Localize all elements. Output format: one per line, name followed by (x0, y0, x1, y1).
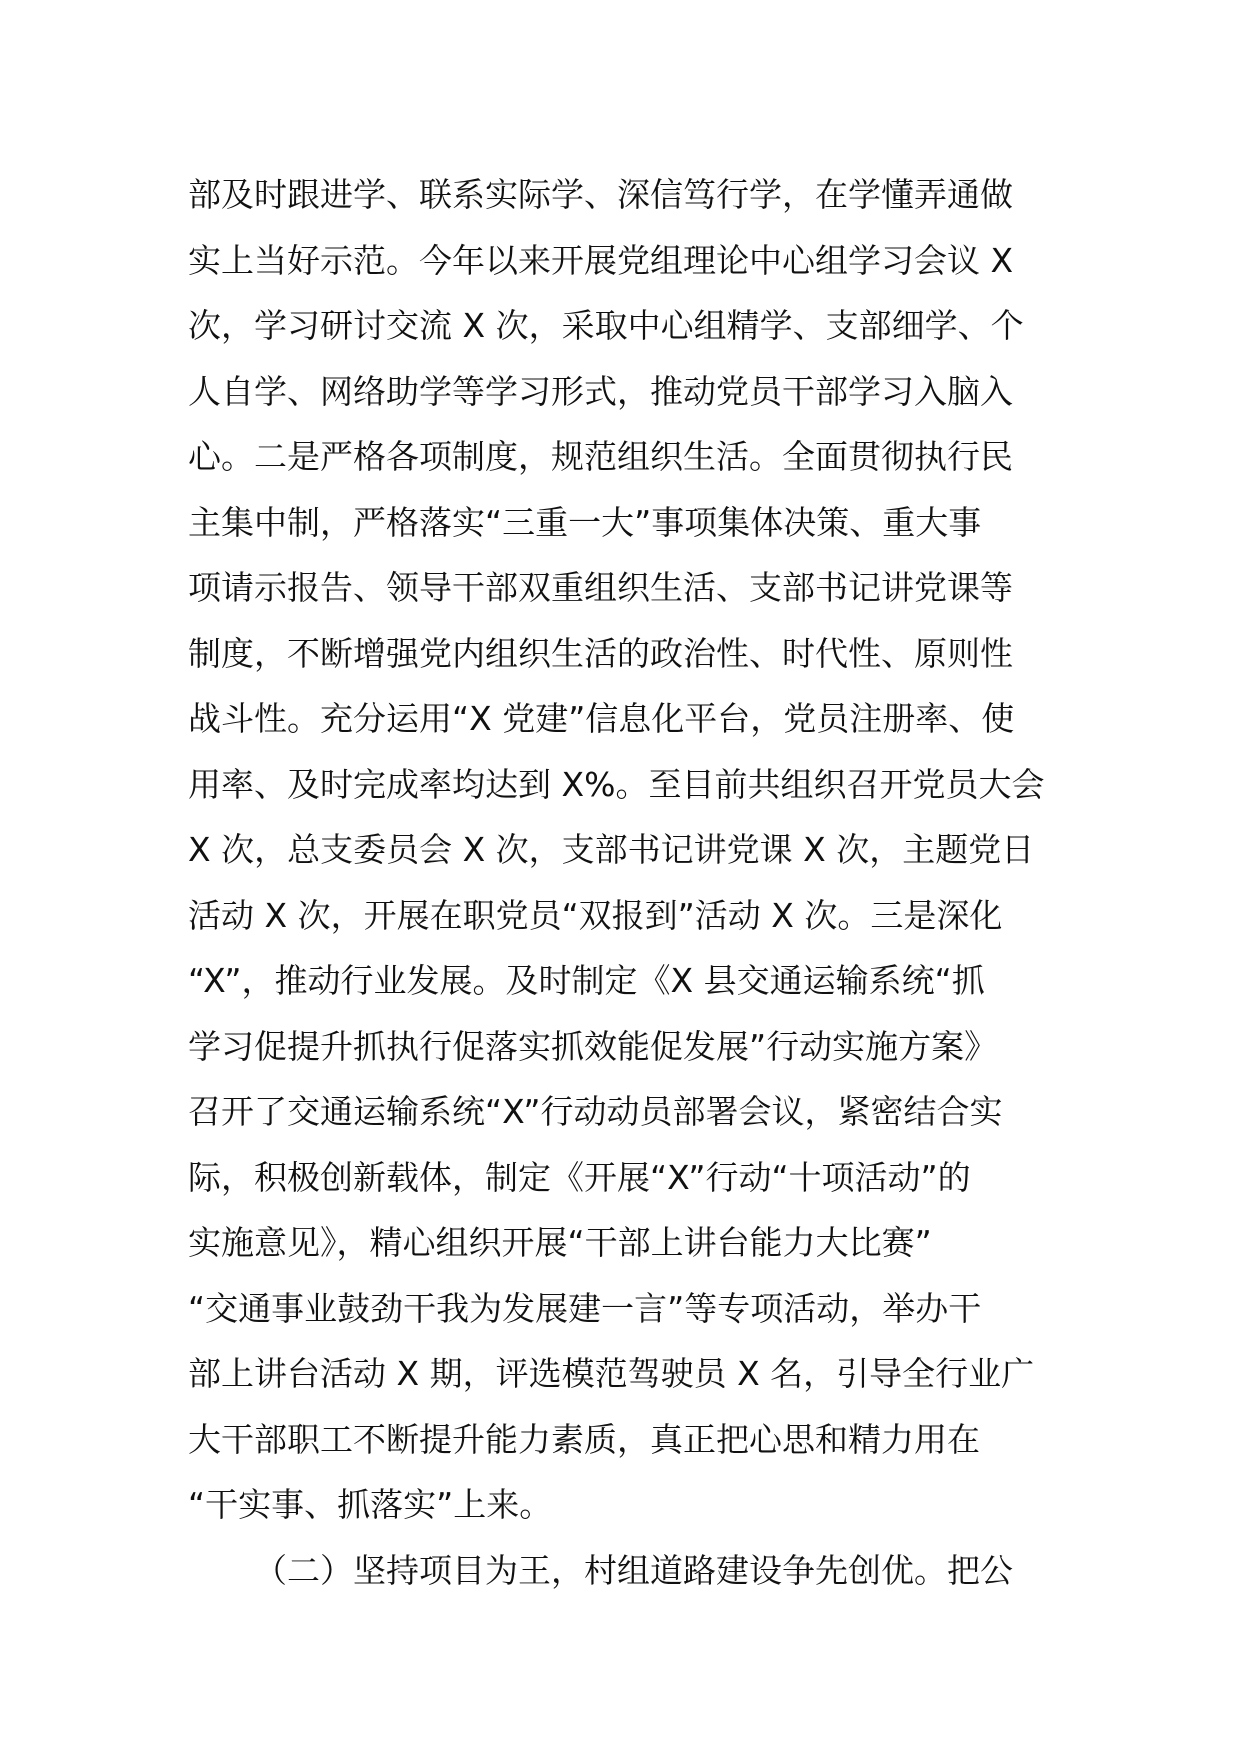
text-line: “干实事、抓落实”上来。 (188, 1485, 553, 1524)
text-line: 召开了交通运输系统“X”行动动员部署会议，紧密结合实 (188, 1092, 1003, 1131)
text-line: 活动 X 次，开展在职党员“双报到”活动 X 次。三是深化 (188, 895, 1003, 935)
text-line: 心。二是严格各项制度，规范组织生活。全面贯彻执行民 (188, 437, 1013, 476)
text-line: 部上讲台活动 X 期，评选模范驾驶员 X 名，引导全行业广 (188, 1354, 1035, 1393)
text-line: 制度，不断增强党内组织生活的政治性、时代性、原则性 (188, 633, 1013, 673)
text-line: X 次，总支委员会 X 次，支部书记讲党课 X 次，主题党日 (188, 830, 1035, 869)
text-line: 际，积极创新载体，制定《开展“X”行动“十项活动”的 (188, 1157, 971, 1197)
text-line: 学习促提升抓执行促落实抓效能促发展”行动实施方案》 (188, 1026, 998, 1066)
text-line: 人自学、网络助学等学习形式，推动党员干部学习入脑入 (188, 371, 1013, 411)
section-heading: （二）坚持项目为王，村组道路建设争先创优。把公 (254, 1550, 1013, 1590)
text-line: 战斗性。充分运用“X 党建”信息化平台，党员注册率、使 (188, 699, 1015, 738)
text-line: “X”，推动行业发展。及时制定《X 县交通运输系统“抓 (188, 961, 985, 1000)
text-line: 项请示报告、领导干部双重组织生活、支部书记讲党课等 (188, 568, 1013, 607)
text-line: 实施意见》，精心组织开展“干部上讲台能力大比赛” (188, 1223, 932, 1262)
text-line: 用率、及时完成率均达到 X%。至目前共组织召开党员大会 (188, 764, 1045, 804)
body-text (188, 162, 1058, 1603)
text-line: 部及时跟进学、联系实际学、深信笃行学，在学懂弄通做 (188, 175, 1013, 214)
text-line: 实上当好示范。今年以来开展党组理论中心组学习会议 X (188, 240, 1014, 280)
text-line: 主集中制，严格落实“三重一大”事项集体决策、重大事 (188, 502, 982, 542)
text-line: 大干部职工不断提升能力素质，真正把心思和精力用在 (188, 1419, 980, 1459)
text-line: “交通事业鼓劲干我为发展建一言”等专项活动，举办干 (188, 1288, 982, 1328)
text-line: 次，学习研讨交流 X 次，采取中心组精学、支部细学、个 (188, 306, 1024, 345)
